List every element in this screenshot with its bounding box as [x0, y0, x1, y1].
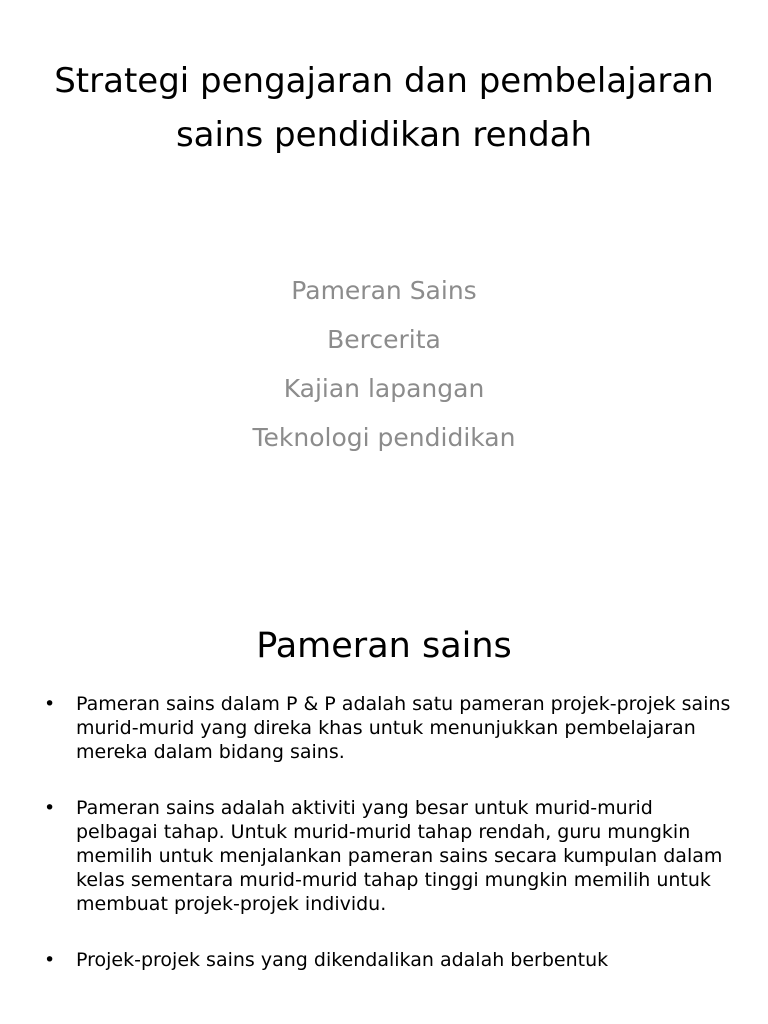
- bullet-symbol: •: [44, 949, 56, 971]
- slide-1-title: Strategi pengajaran dan pembelajaran sains pendidikan rendah: [54, 61, 714, 155]
- slide-2-bullet-list: [42, 692, 732, 1004]
- bullet-text: Pameran sains adalah aktiviti yang besar untuk murid-murid pelbagai tahap. Untuk murid-murid tahap rendah, guru mungkin memilih untuk menjalankan pameran sains secara kumpulan dalam kelas sementara murid-murid tahap tinggi mungkin memilih untuk membuat projek-projek individu.: [76, 797, 723, 915]
- subtitle-item: Bercerita: [327, 325, 441, 354]
- bullet-symbol: •: [44, 693, 56, 715]
- bullet-item: [42, 948, 732, 972]
- subtitle-item: Teknologi pendidikan: [252, 423, 516, 452]
- slide-2-title: Pameran sains: [256, 626, 512, 666]
- bullet-item: [42, 692, 732, 764]
- slide-2: [0, 576, 768, 1024]
- slide-1-subtitle-list: [40, 266, 728, 462]
- bullet-symbol: •: [44, 797, 56, 819]
- bullet-text: Projek-projek sains yang dikendalikan adalah berbentuk: [76, 949, 609, 971]
- bullet-text: Pameran sains dalam P & P adalah satu pameran projek-projek sains murid-murid yang direka khas untuk menunjukkan pembelajaran mereka dalam bidang sains.: [76, 693, 731, 763]
- subtitle-item: Pameran Sains: [291, 276, 477, 305]
- subtitle-item: Kajian lapangan: [283, 374, 485, 403]
- bullet-item: [42, 796, 732, 916]
